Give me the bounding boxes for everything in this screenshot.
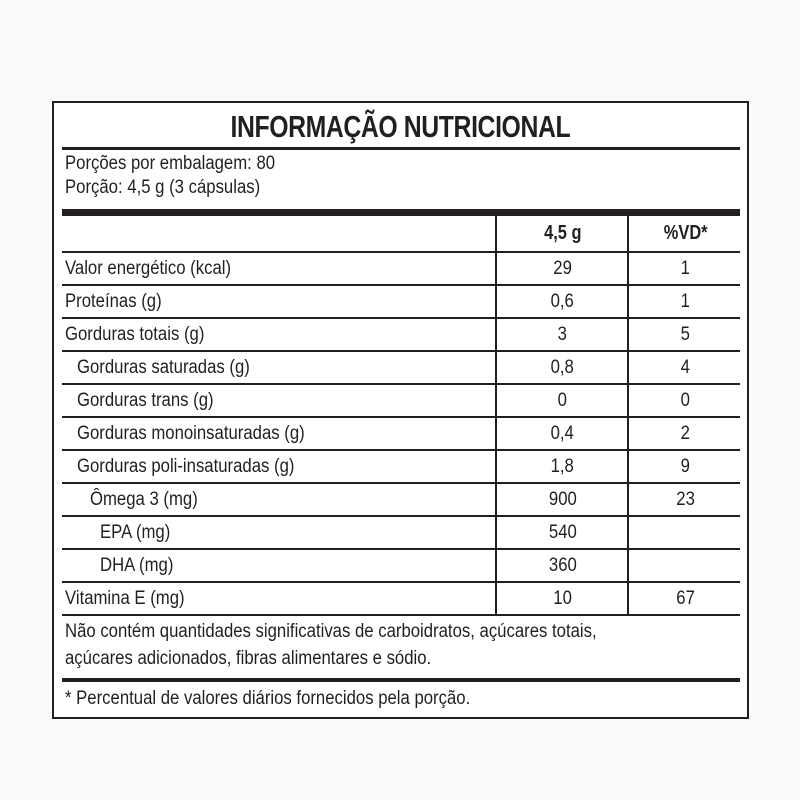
table-header-row — [62, 216, 740, 253]
nutrient-name: Valor energético (kcal) — [65, 257, 232, 279]
row-name-cell — [62, 484, 523, 515]
nutrient-qty: 0,6 — [550, 290, 575, 312]
nutrient-name: Gorduras monoinsaturadas (g) — [77, 422, 305, 444]
row-vd-cell — [627, 550, 742, 581]
row-qty-cell — [495, 451, 628, 482]
row-vd-cell — [627, 451, 742, 482]
nutrient-qty: 900 — [548, 488, 577, 510]
row-qty-cell — [495, 352, 628, 383]
nutrient-qty: 3 — [557, 323, 568, 345]
nutrient-name: Gorduras trans (g) — [77, 389, 214, 411]
table-row-dha — [62, 550, 740, 583]
table-row-trans-fat — [62, 385, 740, 418]
nutrient-name: Gorduras saturadas (g) — [77, 356, 250, 378]
nutrient-vd: 1 — [680, 257, 691, 279]
header-vd-cell — [627, 216, 742, 251]
header-name-cell — [62, 216, 498, 251]
nutrient-vd: 0 — [680, 389, 691, 411]
serving-size: Porção: 4,5 g (3 cápsulas) — [65, 177, 261, 198]
row-vd-cell — [627, 253, 742, 284]
nutrient-vd: 23 — [676, 488, 695, 510]
table-row-monounsaturated-fat — [62, 418, 740, 451]
nutrient-name: EPA (mg) — [100, 521, 171, 543]
table-row-protein — [62, 286, 740, 319]
row-vd-cell — [627, 517, 742, 548]
nutrient-qty: 0 — [557, 389, 568, 411]
nutrition-facts-label — [52, 101, 749, 719]
nutrient-qty: 0,4 — [550, 422, 575, 444]
row-vd-cell — [627, 319, 742, 350]
table-row-energy — [62, 253, 740, 286]
table-row-polyunsaturated-fat — [62, 451, 740, 484]
row-qty-cell — [495, 253, 628, 284]
row-name-cell — [62, 517, 533, 548]
row-name-cell — [62, 253, 498, 284]
servings-per-package: Porções por embalagem: 80 — [65, 153, 276, 174]
row-qty-cell — [495, 319, 628, 350]
row-name-cell — [62, 385, 510, 416]
nutrient-name: Proteínas (g) — [65, 290, 162, 312]
nutrient-name: Gorduras poli-insaturadas (g) — [77, 455, 295, 477]
row-vd-cell — [627, 352, 742, 383]
title-container — [54, 108, 747, 146]
nutrient-qty: 360 — [548, 554, 577, 576]
nutrient-name: Vitamina E (mg) — [65, 587, 185, 609]
footnote: * Percentual de valores diários fornecidos pela porção. — [65, 688, 471, 709]
table-row-total-fat — [62, 319, 740, 352]
nutrient-name: Ômega 3 (mg) — [90, 488, 198, 510]
row-name-cell — [62, 583, 498, 614]
table-row-epa — [62, 517, 740, 550]
nutrient-name: DHA (mg) — [100, 554, 174, 576]
serving-divider — [62, 209, 740, 216]
row-name-cell — [62, 352, 510, 383]
row-vd-cell — [627, 385, 742, 416]
nutrition-table — [62, 216, 740, 616]
nutrient-qty: 1,8 — [550, 455, 575, 477]
header-vd: %VD* — [663, 222, 708, 244]
row-name-cell — [62, 550, 533, 581]
row-vd-cell — [627, 418, 742, 449]
row-qty-cell — [495, 517, 628, 548]
nutrient-vd: 5 — [680, 323, 691, 345]
row-vd-cell — [627, 583, 742, 614]
row-qty-cell — [495, 583, 628, 614]
not-significant-note-line2: açúcares adicionados, fibras alimentares e sódio. — [65, 648, 432, 669]
row-qty-cell — [495, 550, 628, 581]
row-qty-cell — [495, 385, 628, 416]
nutrient-qty: 0,8 — [550, 356, 575, 378]
title-divider — [62, 147, 740, 150]
not-significant-note-line1: Não contém quantidades significativas de carboidratos, açúcares totais, — [65, 621, 597, 642]
nutrient-vd: 9 — [680, 455, 691, 477]
nutrient-vd: 4 — [680, 356, 691, 378]
header-qty: 4,5 g — [543, 222, 582, 244]
table-row-vitamin-e — [62, 583, 740, 616]
nutrient-qty: 10 — [553, 587, 572, 609]
row-name-cell — [62, 286, 498, 317]
nutrient-vd: 2 — [680, 422, 691, 444]
table-row-saturated-fat — [62, 352, 740, 385]
row-qty-cell — [495, 286, 628, 317]
row-name-cell — [62, 319, 498, 350]
label-title: INFORMAÇÃO NUTRICIONAL — [230, 109, 571, 144]
nutrient-vd: 1 — [680, 290, 691, 312]
footnote-divider — [62, 678, 740, 682]
row-vd-cell — [627, 484, 742, 515]
row-name-cell — [62, 451, 510, 482]
row-name-cell — [62, 418, 510, 449]
nutrient-vd: 67 — [676, 587, 695, 609]
nutrient-name: Gorduras totais (g) — [65, 323, 205, 345]
table-row-omega-3 — [62, 484, 740, 517]
row-qty-cell — [495, 418, 628, 449]
nutrient-qty: 540 — [548, 521, 577, 543]
row-vd-cell — [627, 286, 742, 317]
row-qty-cell — [495, 484, 628, 515]
nutrient-qty: 29 — [553, 257, 572, 279]
header-qty-cell — [495, 216, 628, 251]
